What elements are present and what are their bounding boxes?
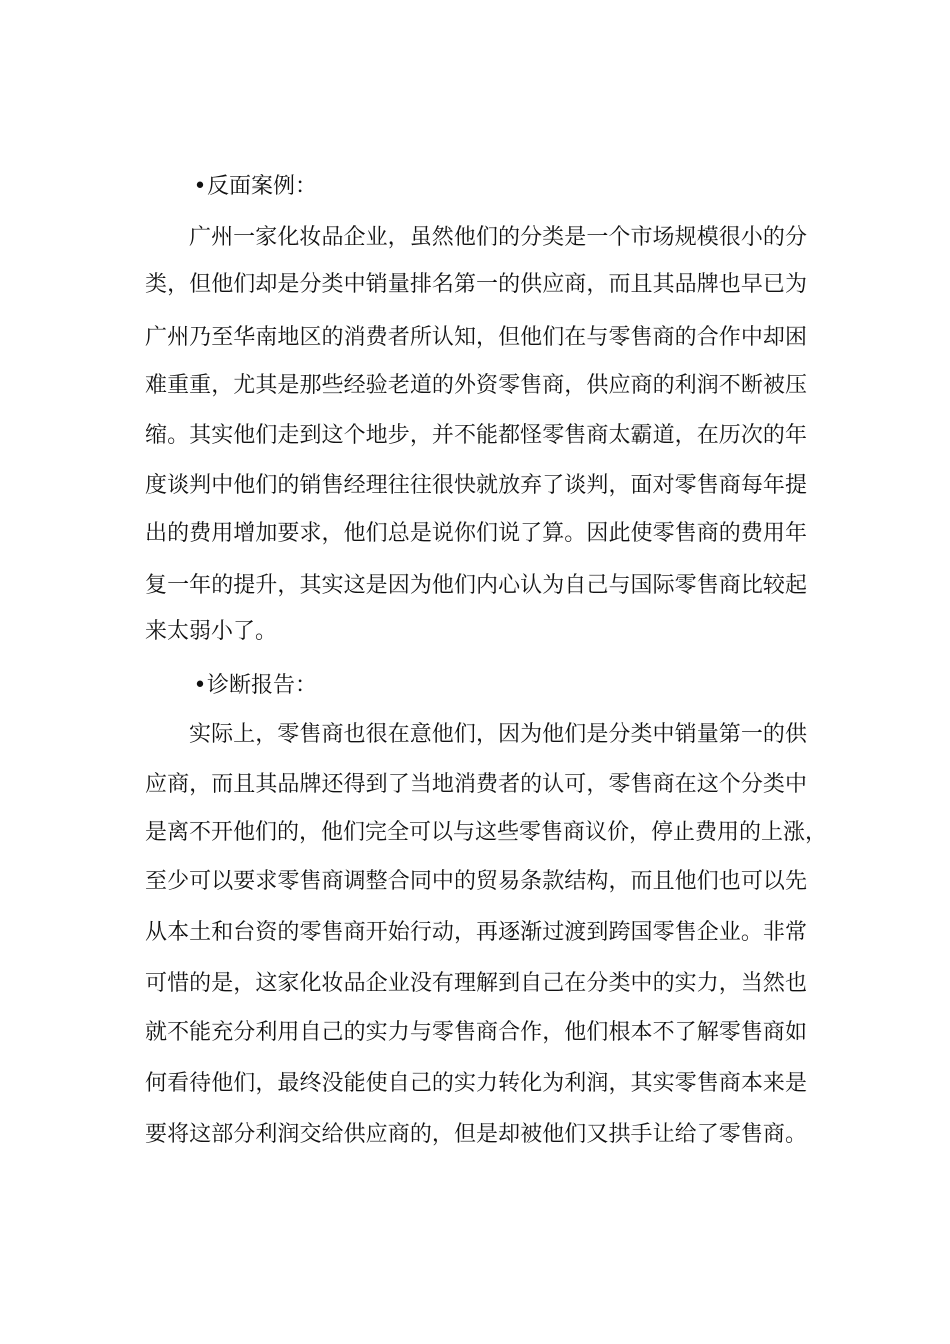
- section-heading-counterexample: [193, 172, 317, 202]
- paragraph-line: 应商，而且其品牌还得到了当地消费者的认可，零售商在这个分类中: [145, 772, 807, 797]
- paragraph-line: 难重重，尤其是那些经验老道的外资零售商，供应商的利润不断被压: [145, 373, 807, 398]
- paragraph-line: 可惜的是，这家化妆品企业没有理解到自己在分类中的实力，当然也: [145, 971, 807, 996]
- paragraph-line: 出的费用增加要求，他们总是说你们说了算。因此使零售商的费用年: [145, 521, 807, 546]
- bullet-icon: •: [193, 174, 207, 199]
- paragraph-line: 来太弱小了。: [145, 619, 278, 644]
- heading-text: 反面案例：: [207, 174, 318, 199]
- paragraph-line: 就不能充分利用自己的实力与零售商合作，他们根本不了解零售商如: [145, 1020, 807, 1045]
- paragraph-line: 缩。其实他们走到这个地步，并不能都怪零售商太霸道，在历次的年: [145, 423, 807, 448]
- paragraph-line: 度谈判中他们的销售经理往往很快就放弃了谈判，面对零售商每年提: [145, 473, 807, 498]
- paragraph-line: 是离不开他们的，他们完全可以与这些零售商议价，停止费用的上涨，: [145, 820, 828, 845]
- heading-text: 诊断报告：: [207, 673, 318, 698]
- paragraph-line: 广州乃至华南地区的消费者所认知，但他们在与零售商的合作中却困: [145, 325, 807, 350]
- paragraph-line: 广州一家化妆品企业，虽然他们的分类是一个市场规模很小的分: [189, 225, 807, 250]
- bullet-icon: •: [193, 673, 207, 698]
- paragraph-line: 要将这部分利润交给供应商的，但是却被他们又拱手让给了零售商。: [145, 1122, 807, 1147]
- paragraph-line: 类，但他们却是分类中销量排名第一的供应商，而且其品牌也早已为: [145, 272, 807, 297]
- paragraph-line: 至少可以要求零售商调整合同中的贸易条款结构，而且他们也可以先: [145, 869, 807, 894]
- paragraph-line: 实际上，零售商也很在意他们，因为他们是分类中销量第一的供: [189, 722, 807, 747]
- paragraph-line: 从本土和台资的零售商开始行动，再逐渐过渡到跨国零售企业。非常: [145, 920, 807, 945]
- paragraph-line: 复一年的提升，其实这是因为他们内心认为自己与国际零售商比较起: [145, 573, 807, 598]
- section-heading-diagnosis: [193, 671, 317, 701]
- paragraph-line: 何看待他们，最终没能使自己的实力转化为利润，其实零售商本来是: [145, 1071, 807, 1096]
